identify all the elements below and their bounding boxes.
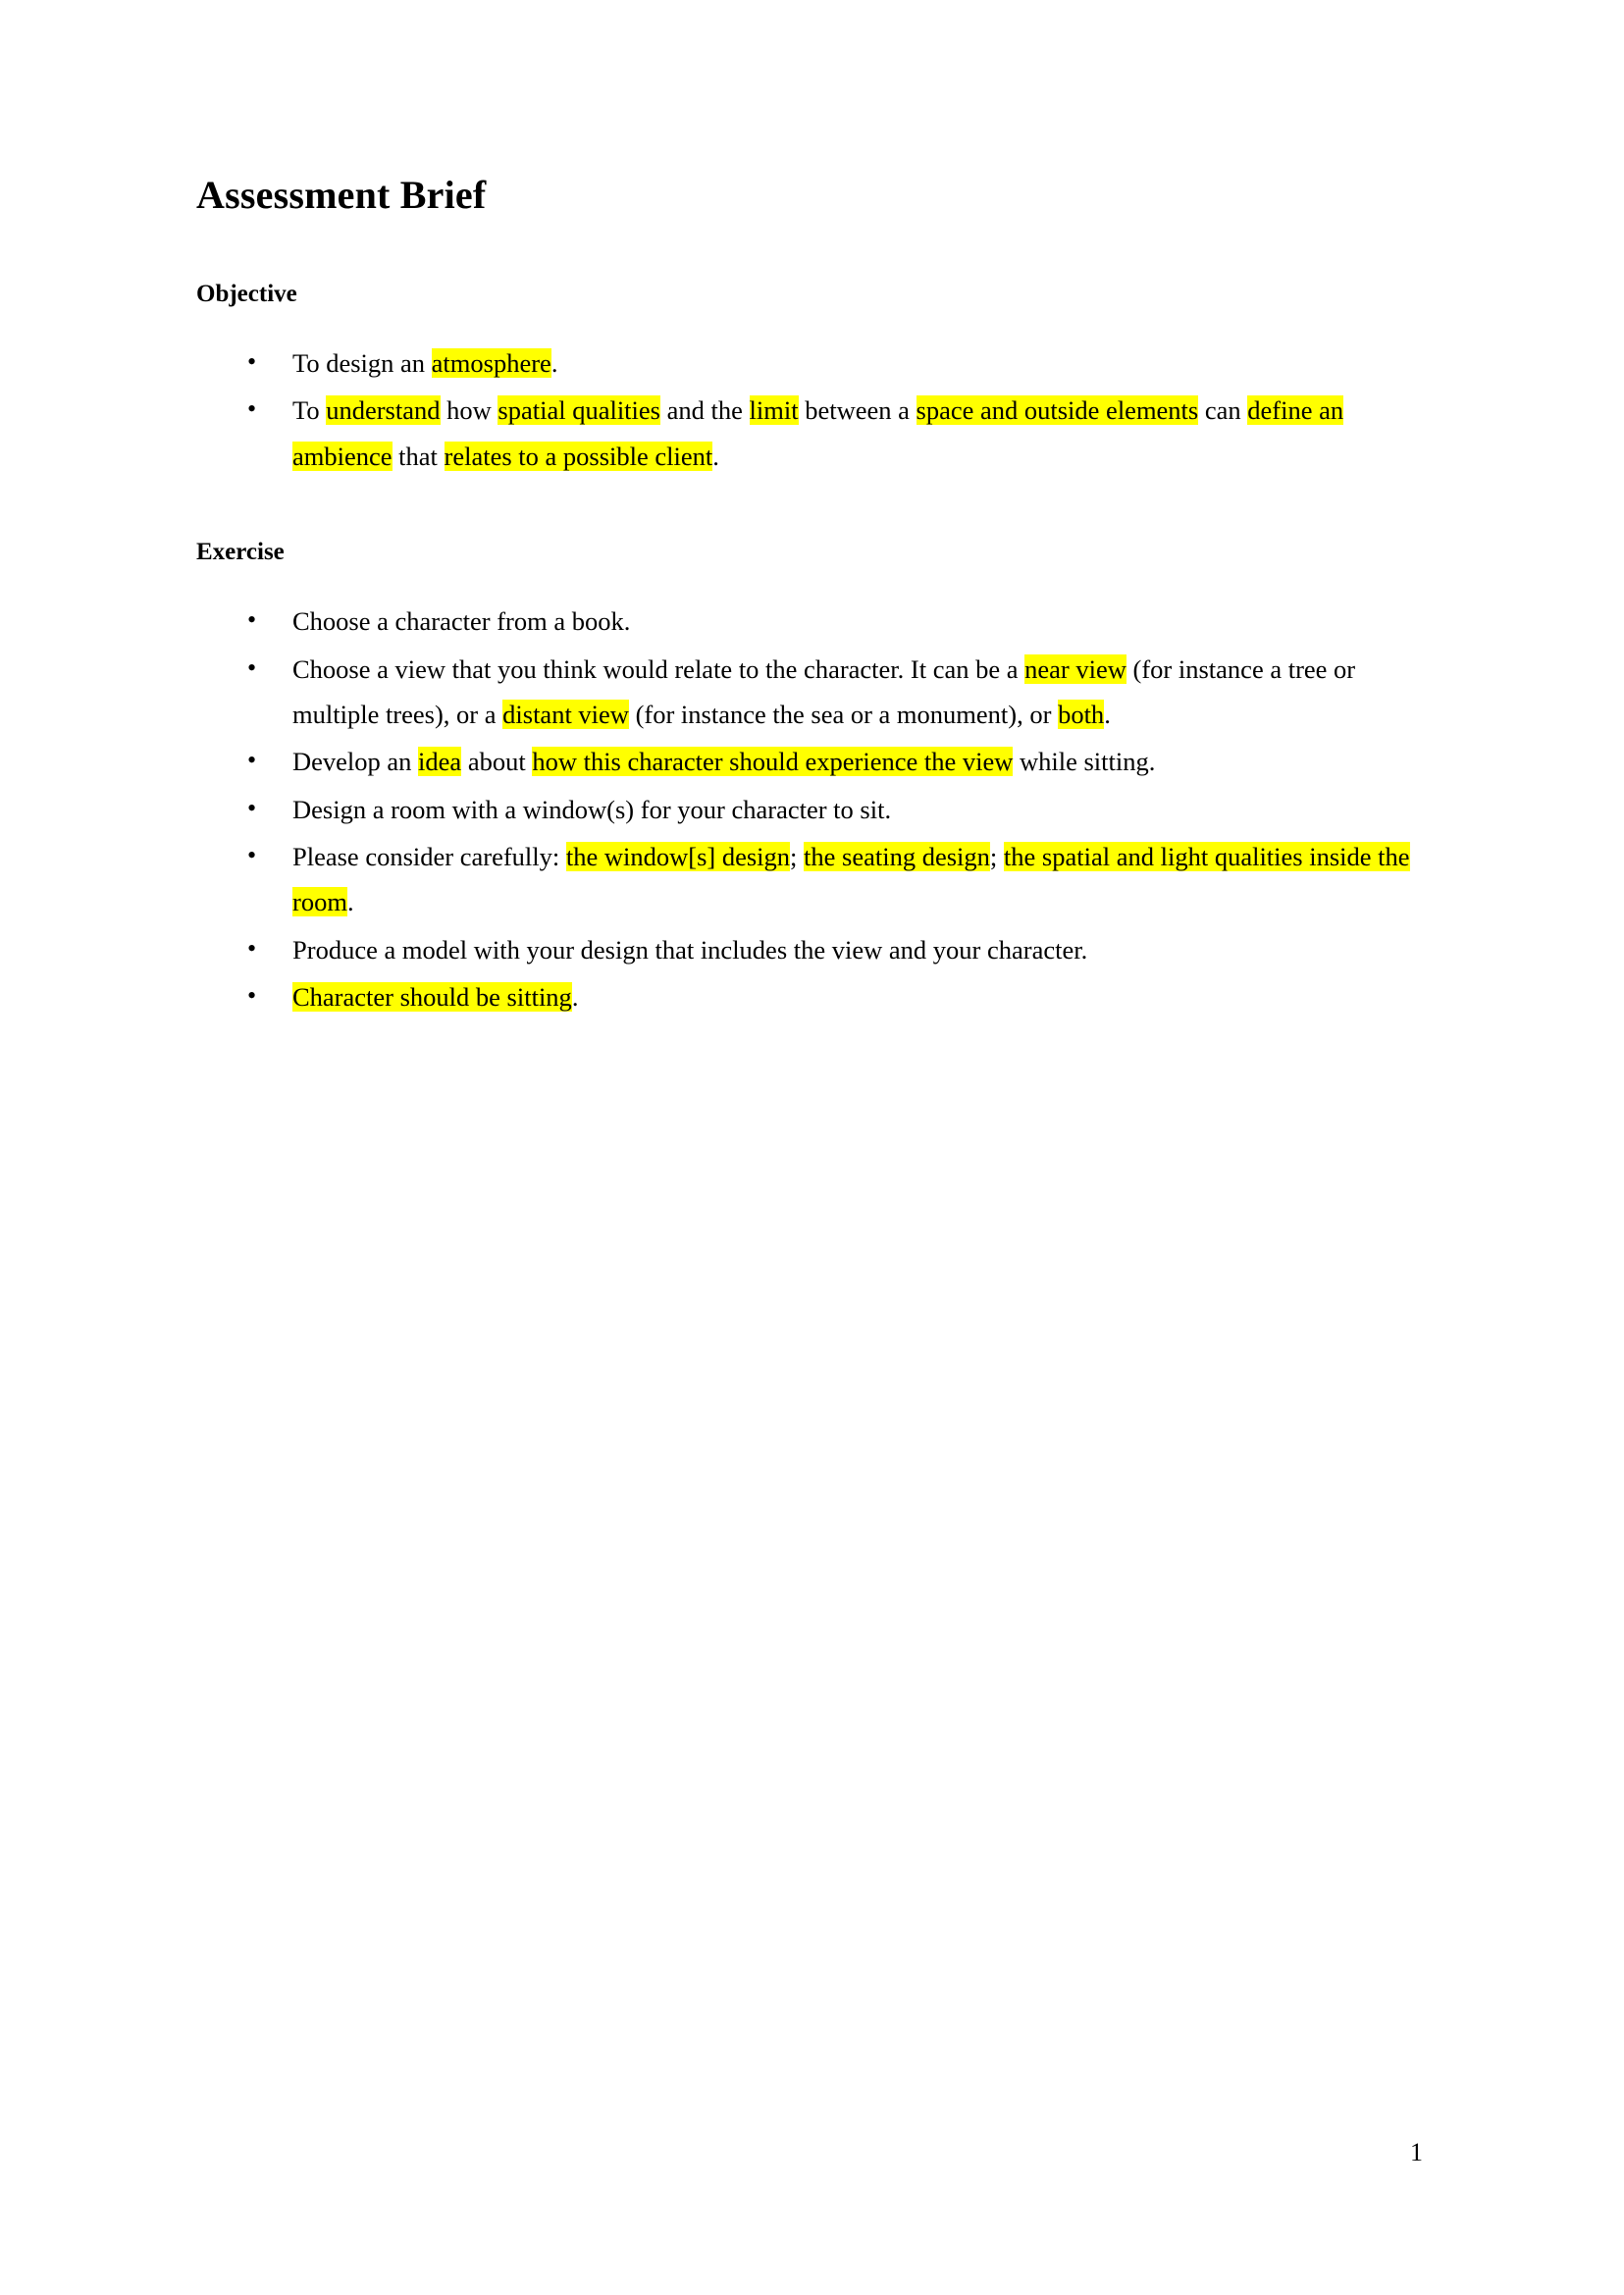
highlighted-text: understand	[326, 395, 441, 426]
plain-text: .	[346, 887, 354, 917]
highlighted-text: near view	[1024, 653, 1126, 684]
plain-text: Develop an	[292, 747, 419, 777]
plain-text: Choose a view that you think would relate to the character. It can be a	[292, 653, 1025, 684]
list-item	[196, 340, 1423, 386]
plain-text: .	[550, 348, 558, 378]
plain-text: Please consider carefully:	[292, 842, 566, 871]
objective-list	[196, 340, 1423, 479]
highlighted-text: Character should be sitting	[292, 982, 572, 1013]
plain-text: Choose a character from a book.	[292, 606, 631, 637]
plain-text: between a	[798, 395, 917, 426]
plain-text: and the	[659, 395, 750, 426]
plain-text: .	[1104, 699, 1111, 729]
page-number: 1	[1410, 2138, 1423, 2166]
list-item	[196, 739, 1423, 784]
objective-heading-spacer	[196, 309, 1423, 340]
highlighted-text: the seating design	[804, 842, 990, 871]
plain-text: can	[1198, 395, 1248, 426]
highlighted-text: how this character should experience the view	[532, 747, 1014, 777]
plain-text: Produce a model with your design that includes the view and your character.	[292, 934, 1088, 965]
title-spacer	[196, 219, 1423, 280]
plain-text: (for instance the sea or a monument), or	[628, 699, 1059, 729]
list-item	[196, 599, 1423, 644]
highlighted-text: the window[s] design	[565, 842, 791, 871]
exercise-heading-spacer	[196, 567, 1423, 599]
list-item	[196, 974, 1423, 1019]
list-item	[196, 647, 1423, 738]
plain-text: ;	[790, 842, 805, 871]
page-title: Assessment Brief	[196, 173, 487, 217]
highlighted-text: both	[1058, 699, 1105, 729]
plain-text: .	[712, 441, 719, 471]
section-heading-exercise: Exercise	[196, 539, 285, 566]
list-item	[196, 388, 1423, 479]
plain-text: .	[571, 982, 579, 1013]
plain-text: how	[440, 395, 498, 426]
plain-text: that	[392, 441, 445, 471]
highlighted-text: relates to a possible client	[444, 441, 713, 471]
plain-text: To design an	[292, 348, 432, 378]
highlighted-text: the spatial and light qualities inside the room	[292, 842, 1410, 917]
plain-text: while sitting.	[1013, 747, 1156, 777]
section-heading-objective: Objective	[196, 281, 297, 307]
highlighted-text: space and outside elements	[916, 395, 1199, 426]
plain-text: (for instance a tree or multiple trees), or a	[292, 653, 1356, 729]
plain-text: Design a room with a window(s) for your character to sit.	[292, 794, 892, 824]
exercise-list	[196, 599, 1423, 1019]
section-spacer	[196, 481, 1423, 538]
list-item	[196, 787, 1423, 832]
list-item	[196, 927, 1423, 972]
plain-text: To	[292, 395, 327, 426]
highlighted-text: define an ambience	[292, 395, 1344, 471]
highlighted-text: spatial qualities	[498, 395, 660, 426]
list-item	[196, 834, 1423, 925]
plain-text: ;	[989, 842, 1004, 871]
plain-text: about	[461, 747, 533, 777]
highlighted-text: atmosphere	[431, 348, 551, 378]
highlighted-text: idea	[418, 747, 462, 777]
highlighted-text: limit	[749, 395, 799, 426]
highlighted-text: distant view	[502, 699, 629, 729]
